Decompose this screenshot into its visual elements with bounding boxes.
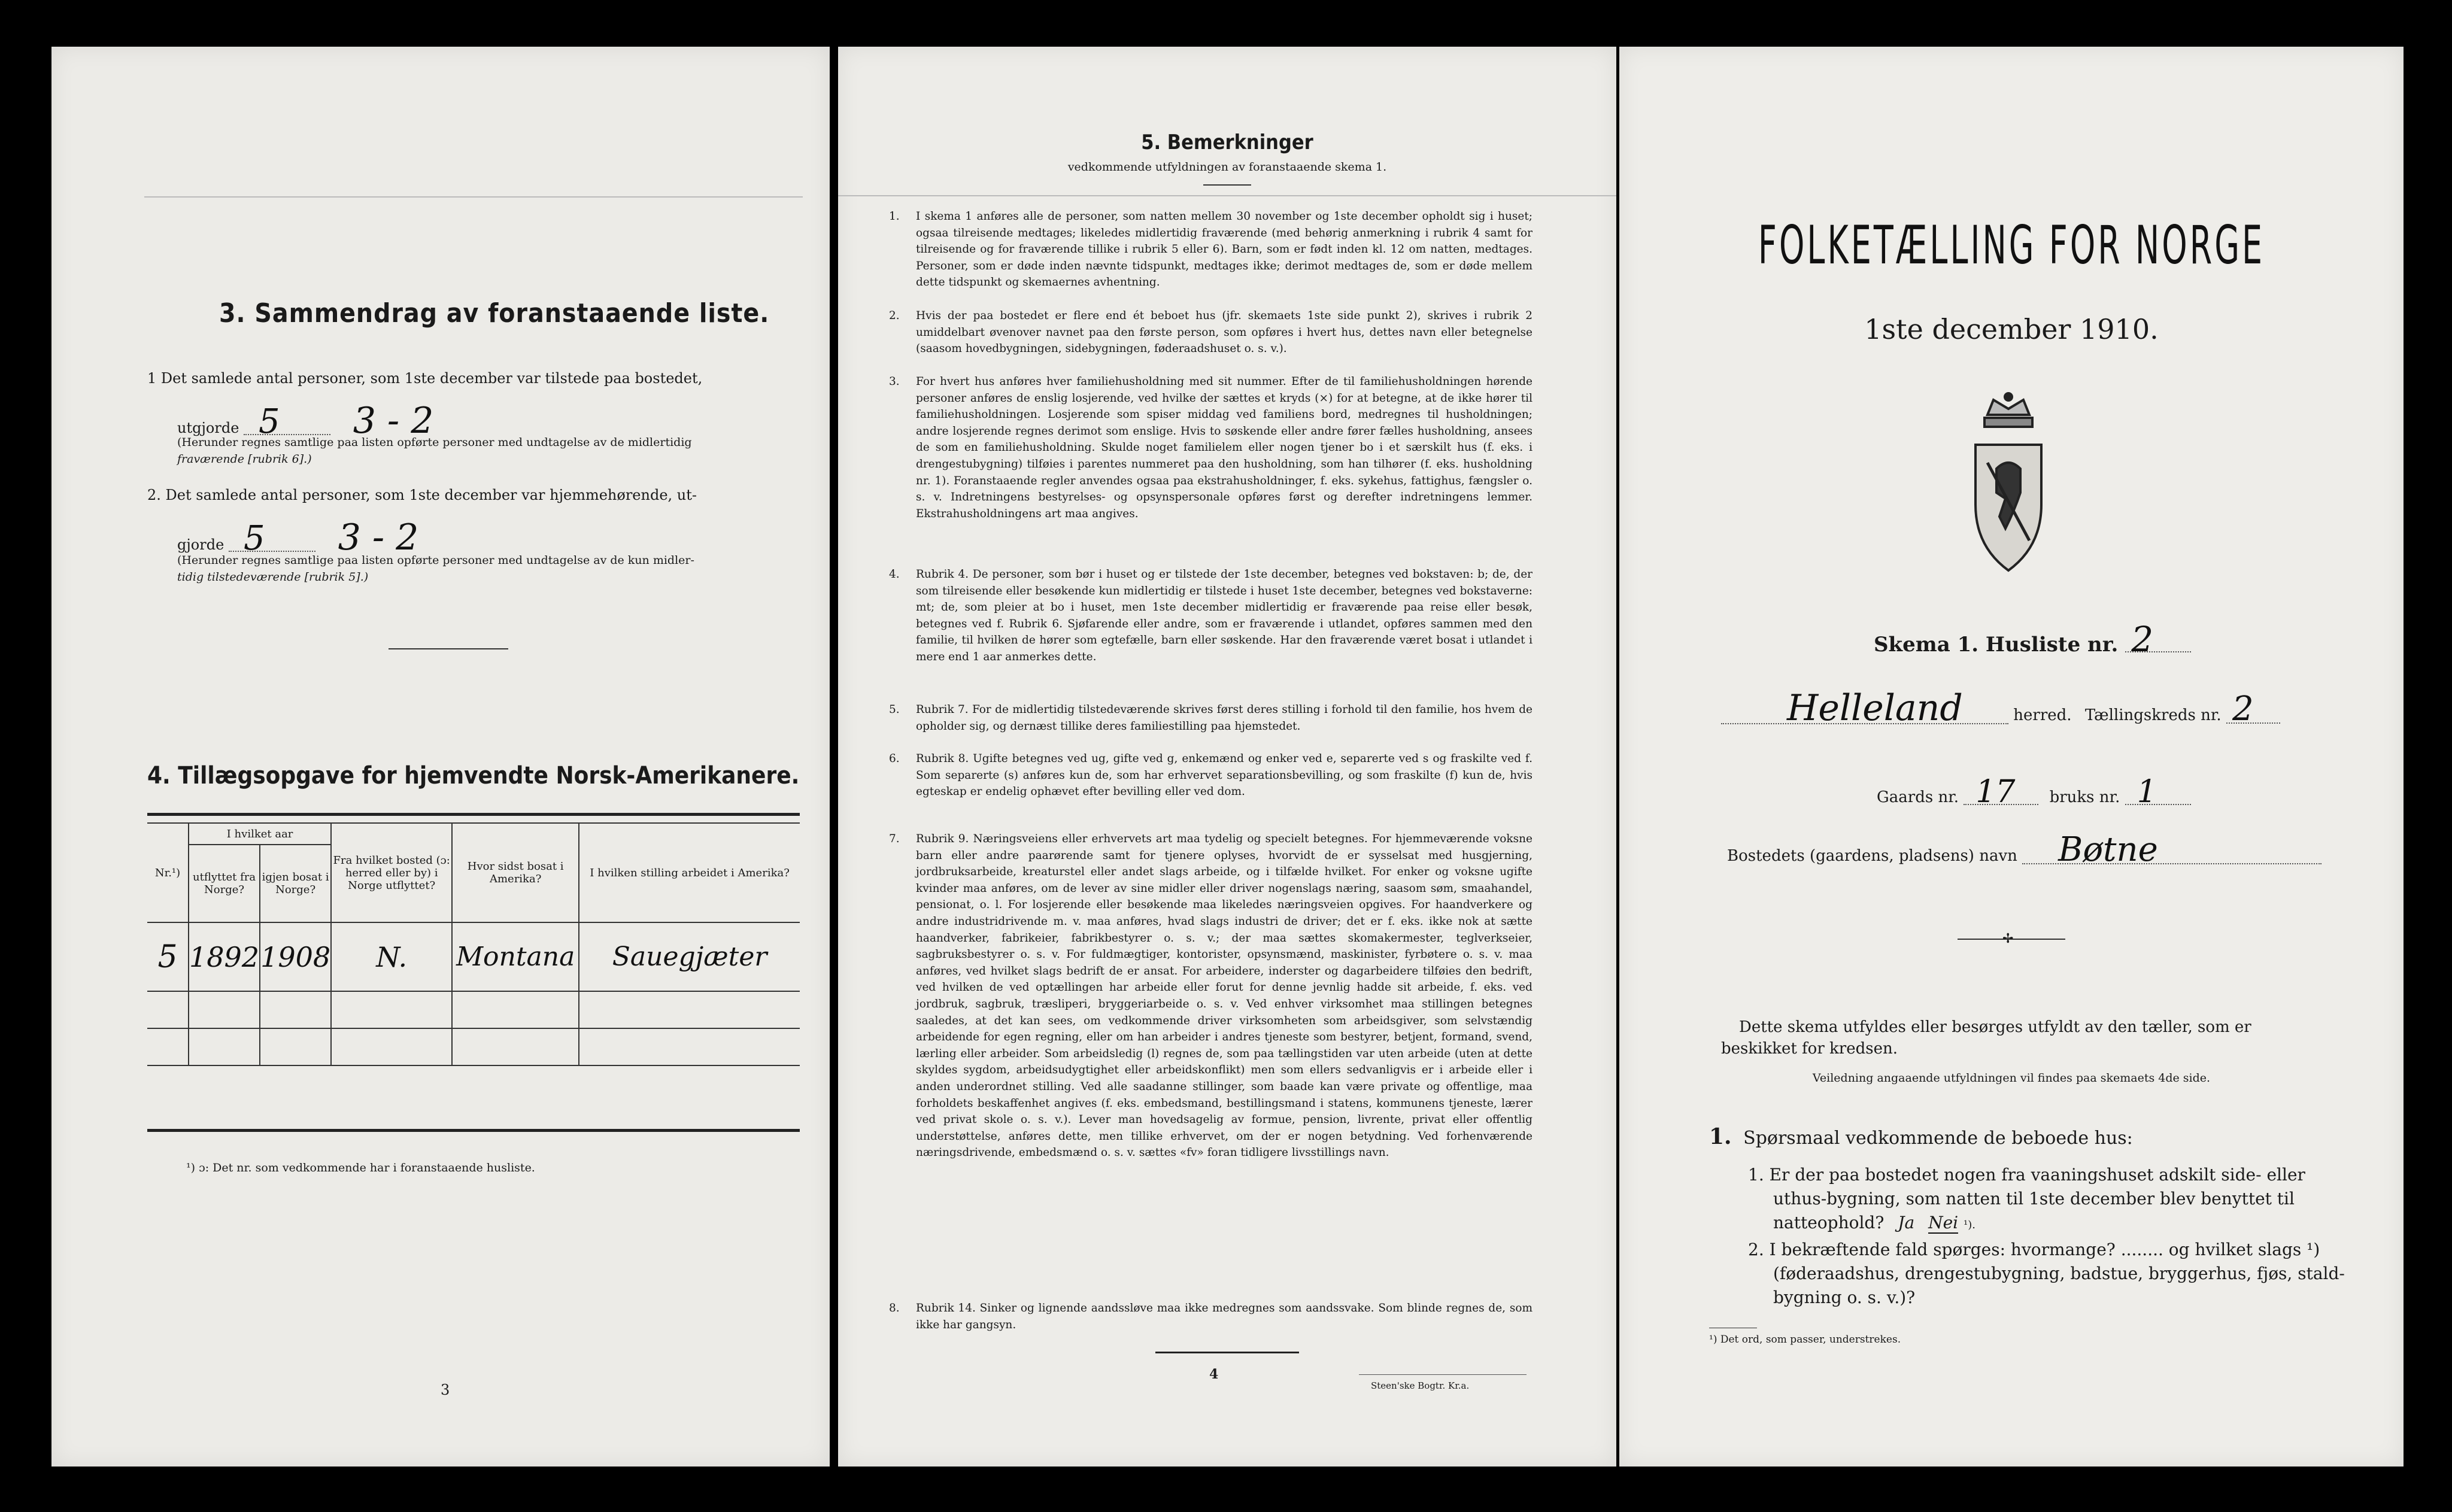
- question-1-line2: uthus-bygning, som natten til 1ste december blev benyttet til: [1773, 1189, 2295, 1209]
- questions-heading-num: 1.: [1709, 1124, 1732, 1149]
- q2-text: 2. Det samlede antal personer, som 1ste december var hjemmehørende, ut-: [147, 487, 697, 503]
- remark-1-text: I skema 1 anføres alle de personer, som natten mellem 30 november og 1ste december opholdt sig i huset; ogsaa tilreisende medtages; likeledes midlertidig fraværende (med behørig anmerkning i rubrik 4 samt for tilreisende og for fraværende tillike i rubrik 5 eller 6). Barn, som er født inden kl. 12 om natten, medtages. Personer, som er døde inden nævnte tidspunkt, medtages ikke; derimot medtages de, som er døde mellem dette tidspunkt og skemaernes avhentning.: [916, 210, 1532, 289]
- right-footnote: ¹) Det ord, som passer, understrekes.: [1709, 1334, 1901, 1346]
- section3-title: 3. Sammendrag av foranstaaende liste.: [219, 298, 770, 329]
- q2-prefix: gjorde: [177, 536, 224, 553]
- answer-sup: ¹).: [1964, 1219, 1976, 1231]
- table-top-rule: [147, 813, 800, 816]
- remark-2: [889, 308, 1532, 357]
- remark-1: [889, 208, 1532, 291]
- herred-row: [1721, 687, 2320, 729]
- remark-3-num: 3.: [889, 375, 900, 388]
- right-page: [1619, 47, 2404, 1467]
- bosted-value: Bøtne: [2022, 837, 2321, 864]
- question-2-line1: 2. I bekræftende fald spørges: hvormange? ........ og hvilket slags ¹): [1748, 1240, 2320, 1259]
- q2-extra: 3 - 2: [338, 517, 419, 558]
- questions-heading-text: Spørsmaal vedkommende de beboede hus:: [1743, 1128, 2133, 1149]
- q1-text: 1 Det samlede antal personer, som 1ste december var tilstede paa bostedet,: [147, 370, 703, 387]
- remark-8-text: Rubrik 14. Sinker og lignende aandssløve maa ikke medregnes som aandssvake. Som blinde regnes de, som ikke har gangsyn.: [916, 1302, 1532, 1331]
- question-2-line2: (føderaadshus, drengestubygning, badstue, bryggerhus, fjøs, stald-: [1773, 1264, 2345, 1283]
- bruks-label: bruks nr.: [2049, 788, 2120, 806]
- instruction-1: [1721, 1016, 2356, 1059]
- q2-note-1: (Herunder regnes samtlige paa listen opførte personer med undtagelse av de kun midler-: [177, 554, 694, 567]
- ornament-icon: ✢: [2002, 931, 2014, 946]
- question-2: [1748, 1238, 2345, 1310]
- subtitle-rule: [1203, 184, 1251, 186]
- cell-amerika: Montana: [452, 922, 579, 991]
- skema-label: Skema 1. Husliste nr.: [1874, 633, 2119, 657]
- remark-3: [889, 374, 1532, 522]
- questions-heading: [1709, 1124, 2133, 1149]
- skema-value: 2: [2125, 627, 2191, 652]
- remark-4-text: Rubrik 4. De personer, som bør i huset og er tilstede der 1ste december, betegnes ved bokstaven: b; de, der som tilreisende eller besøkende kun midlertidig er tilstede i huset 1ste december, betegnes ved bokstaverne: mt; de, som pleier at bo i huset, men 1ste december midlertidig er fraværende paa reise eller besøk, betegnes ved f. Rubrik 6. Sjøfarende eller andre, som er fraværende i utlandet, opføres sammen med den familie, til hvilken de hører som egtefælle, barn eller søskende. Har den fraværende været bosat i utlandet i mere end 1 aar anmerkes dette.: [916, 568, 1532, 663]
- remark-4: [889, 566, 1532, 666]
- form-title: FOLKETÆLLING FOR NORGE: [1758, 214, 2265, 276]
- faint-rule: [144, 196, 803, 198]
- cell-utflyttet: 1892: [189, 922, 260, 991]
- remark-5-num: 5.: [889, 703, 900, 716]
- remark-6: [889, 751, 1532, 800]
- cell-igjen: 1908: [260, 922, 331, 991]
- col-amerika: Hvor sidst bosat i Amerika?: [452, 823, 579, 922]
- q1-note-2: fraværende [rubrik 6].): [177, 453, 312, 466]
- answer-ja: Ja: [1898, 1213, 1915, 1232]
- remark-2-text: Hvis der paa bostedet er flere end ét beboet hus (jfr. skemaets 1ste side punkt 2), skrives i rubrik 2 umiddelbart øvenover navnet paa den første person, som opføres i hvert hus, dettes navn eller betegnelse (saasom hovedbygningen, sidebygningen, føderaadshuset o. s. v.).: [916, 309, 1532, 356]
- kreds-label: Tællingskreds nr.: [2084, 706, 2222, 724]
- kreds-value: 2: [2226, 696, 2280, 724]
- gaards-label: Gaards nr.: [1877, 788, 1959, 806]
- remark-7-text: Rubrik 9. Næringsveiens eller erhvervets art maa tydelig og specielt betegnes. For hjemmeværende voksne barn eller andre paarørende samt for tjenere oplyses, hvorvidt de er sysselsat med husgjerning, jordbruksarbeide, kreaturstel eller andet slags arbeide, og i tilfælde hvilket. For enker og voksne ugifte kvinder maa anføres, om de lever av sine midler eller driver nogenslags næring, saasom søm, smaahandel, pensionat, o. l. For losjerende eller besøkende maa likeledes næringsveien opgives. For haandverkere og andre industridrivende m. v. maa anføres, hvad slags industri de driver; det er f. eks. ikke nok at sætte haandverker, fabrikeier, fabrikbestyrer o. s. v.; der maa sættes skomakermester, teglverkseier, sagbruksbestyrer o. s. v. For fuldmægtiger, kontorister, opsynsmænd, maskinister, fyrbøtere o. s. v. maa anføres, ved hvilket slags bedrift de er ansat. For arbeidere, inderster og dagarbeidere tilføies den bedrift, ved hvilken de ved optællingen har arbeide eller forut for denne jevnlig hadde sit arbeide, f. eks. ved jordbruk, sagbruk, træsliperi, bryggeriarbeide o. s. v. Ved enhver virksomhet maa stillingen betegnes saaledes, at det kan sees, om vedkommende driver virksomheten som arbeidsgiver, som selvstændig arbeidende for egen regning, eller om han arbeider i andres tjeneste som bestyrer, betjent, formand, svend, lærling eller arbeider. Som arbeidsledig (l) regnes de, som paa tællingstiden var uten arbeide (uten at dette skyldes sygdom, arbeidsudygtighet eller arbeidskonflikt) men som ellers sedvanligvis er i arbeide eller i anden underordnet stilling. Ved alle saadanne stillinger, som baade kan være private og offentlige, maa forholdets beskaffenhet angives (f. eks. embedsmand, bestillingsmand i statens, kommunens tjeneste, lærer ved privat skole o. s. v.). Lever man hovedsagelig av formue, pension, livrente, privat eller offentlig understøttelse, anføres dette, men tillike erhvervet, om der er nogen betydning. Ved forhenværende næringsdrivende, embedsmænd o. s. v. sættes «fv» foran tidligere livsstillings navn.: [916, 833, 1532, 1159]
- remark-5: [889, 702, 1532, 734]
- question-1-line3: [1748, 1211, 2305, 1237]
- table-bottom-rule: [147, 1129, 800, 1132]
- instruction-1-line2: beskikket for kredsen.: [1721, 1040, 1898, 1058]
- instruction-1-line1: Dette skema utfyldes eller besørges utfyldt av den tæller, som er: [1739, 1018, 2251, 1036]
- cell-bosted: N.: [331, 922, 452, 991]
- remark-6-text: Rubrik 8. Ugifte betegnes ved ug, gifte ved g, enkemænd og enker ved e, separerte ved s og fraskilte ved f. Som separerte (s) anføres kun de, som har erhvervet separationsbevilling, og som fraskilte (f) kun de, hvis egteskap er endelig ophævet efter bevilling eller ved dom.: [916, 752, 1532, 798]
- col-igjen: igjen bosat i Norge?: [260, 845, 331, 922]
- remark-4-num: 4.: [889, 568, 900, 581]
- remark-8: [889, 1300, 1532, 1333]
- bosted-row: [1727, 830, 2321, 869]
- left-page: [51, 47, 830, 1467]
- table-row: [147, 922, 800, 991]
- page-number-4: 4: [1209, 1367, 1219, 1382]
- herred-value: Helleland: [1721, 693, 2008, 724]
- remark-3-text: For hvert hus anføres hver familiehusholdning med sit nummer. Efter de til familiehusholdningen hørende personer anføres de enslig losjerende, ved hvilke der sættes et kryds (×) for at betegne, at de ikke hører til familiehusholdningen. Losjerende som spiser middag ved familiens bord, medregnes til husholdningen; andre losjerende regnes derimot som enslige. Hvis to søskende eller andre fører fælles husholdning, ansees de som en familiehusholdning. Skulde noget familielem eller nogen tjener bo i et særskilt hus (f. eks. i drengestubygning) tilføies i parentes nummeret paa den husholdning, som han tilhører (f. eks. husholdning nr. 1). Foranstaaende regler anvendes ogsaa paa ekstrahusholdninger, f. eks. sykehus, fattighus, fængsler o. s. v. Indretningens bestyrelses- og opsynspersonale opføres først og derefter indretningens lemmer. Ekstrahusholdningens art maa angives.: [916, 375, 1532, 520]
- form-date: 1ste december 1910.: [1864, 313, 2159, 345]
- remarks-subtitle: vedkommende utfyldningen av foranstaaende skema 1.: [1067, 160, 1387, 174]
- page-number-3: 3: [441, 1382, 450, 1398]
- question-1-line1: 1. Er der paa bostedet nogen fra vaaningshuset adskilt side- eller: [1748, 1165, 2305, 1185]
- printer-imprint: Steen'ske Bogtr. Kr.a.: [1371, 1380, 1470, 1391]
- gaards-row: [1877, 774, 2191, 810]
- end-rule: [1155, 1352, 1299, 1353]
- cell-stilling: Sauegjæter: [579, 922, 800, 991]
- faint-rule: [838, 195, 1616, 196]
- coat-of-arms-icon: [1964, 391, 2053, 594]
- cell-nr: 5: [147, 922, 189, 991]
- herred-label: herred.: [2013, 706, 2072, 724]
- q1-note-1: (Herunder regnes samtlige paa listen opførte personer med undtagelse av de midlertidig: [177, 436, 692, 449]
- question-1-text3: natteophold?: [1773, 1213, 1884, 1232]
- norsk-amerikanere-table: [147, 822, 800, 1066]
- q1-extra: 3 - 2: [353, 400, 434, 442]
- col-stilling: I hvilken stilling arbeidet i Amerika?: [579, 823, 800, 922]
- remark-1-num: 1.: [889, 210, 900, 223]
- middle-page: [838, 47, 1616, 1467]
- answer-nei: Nei: [1928, 1213, 1959, 1232]
- col-utflyttet: utflyttet fra Norge?: [189, 845, 260, 922]
- table-footnote: ¹) ɔ: Det nr. som vedkommende har i foranstaaende husliste.: [186, 1161, 535, 1174]
- remark-6-num: 6.: [889, 752, 900, 765]
- remark-7: [889, 831, 1532, 1161]
- col-bosted: Fra hvilket bosted (ɔ: herred eller by) i Norge utflyttet?: [331, 823, 452, 922]
- col-group-aar: I hvilket aar: [189, 823, 331, 845]
- col-nr: Nr.¹): [147, 823, 189, 922]
- remark-5-text: Rubrik 7. For de midlertidig tilstedeværende skrives først deres stilling i forhold til den familie, hos hvem de opholder sig, og dernæst tillike deres familiestilling paa hjemstedet.: [916, 703, 1532, 733]
- remark-8-num: 8.: [889, 1302, 900, 1314]
- section4-title: 4. Tillægsopgave for hjemvendte Norsk-Amerikanere.: [147, 762, 800, 790]
- divider: [389, 648, 508, 649]
- remarks-title: 5. Bemerkninger: [1141, 130, 1313, 154]
- q1-prefix: utgjorde: [177, 420, 239, 436]
- bosted-label: Bostedets (gaardens, pladsens) navn: [1727, 847, 2017, 865]
- q1-value: 5: [244, 410, 330, 435]
- printer-rule: [1359, 1374, 1527, 1375]
- gaards-value: 17: [1964, 780, 2038, 805]
- q2-note-2: tidig tilstedeværende [rubrik 5].): [177, 570, 369, 584]
- remark-2-num: 2.: [889, 309, 900, 322]
- instruction-2: Veiledning angaaende utfyldningen vil findes paa skemaets 4de side.: [1812, 1071, 2211, 1085]
- question-1: [1748, 1163, 2305, 1237]
- skema-row: [1874, 619, 2191, 660]
- question-2-line3: bygning o. s. v.)?: [1773, 1288, 1916, 1307]
- remark-7-num: 7.: [889, 833, 900, 845]
- q2-value: 5: [229, 527, 315, 552]
- bruks-value: 1: [2125, 780, 2191, 805]
